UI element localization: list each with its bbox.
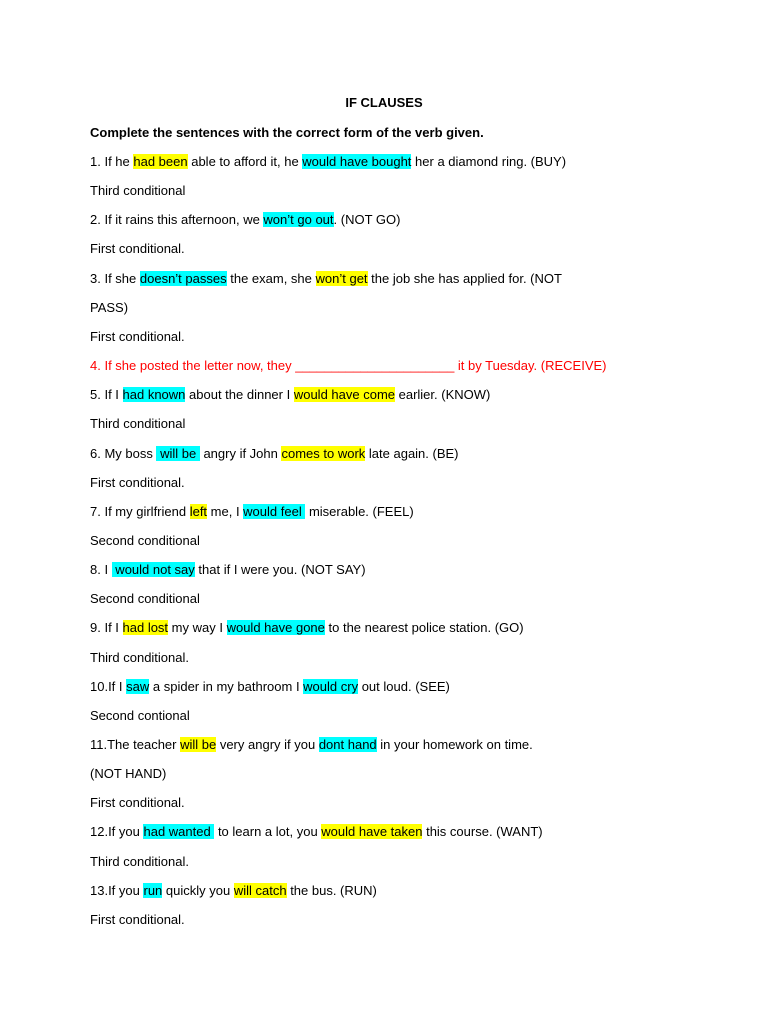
line-text: 5. If I (90, 387, 123, 403)
exercise-line (90, 619, 524, 636)
line-text: very angry if you (216, 737, 319, 752)
exercise-line (90, 590, 200, 607)
exercise-line (90, 153, 566, 170)
highlighted-answer: doesn’t passes (139, 270, 227, 286)
exercise-line (90, 357, 607, 374)
highlighted-answer: would have come (293, 387, 395, 403)
line-text: (NOT HAND) (90, 766, 167, 782)
line-text: 9. If I (90, 620, 123, 636)
highlighted-answer: left (189, 503, 208, 519)
line-text: 4. If she posted the letter now, they ______________________ it by Tuesday. (RECEIVE) (90, 358, 607, 374)
exercise-line (90, 211, 400, 228)
line-text: PASS) (90, 299, 129, 315)
exercise-line (90, 503, 414, 520)
line-text: 13.If you (90, 882, 144, 898)
line-text: Third conditional. (90, 853, 189, 869)
page-title: IF CLAUSES (345, 95, 423, 110)
exercise-line (90, 649, 189, 666)
line-text: Second contional (90, 707, 190, 723)
line-text: miserable. (FEEL) (305, 503, 414, 519)
line-text: 11.The teacher (90, 737, 181, 752)
highlighted-answer: had been (133, 154, 188, 169)
exercise-line (90, 386, 490, 403)
exercise-line (90, 561, 366, 578)
exercise-line (90, 736, 533, 753)
highlighted-answer: had lost (122, 620, 169, 636)
line-text: earlier. (KNOW) (395, 387, 491, 403)
line-text: 6. My boss (90, 445, 157, 461)
line-text: the job she has applied for. (NOT (367, 270, 562, 286)
line-text: her a diamond ring. (BUY) (411, 154, 567, 169)
line-text: First conditional. (90, 328, 185, 344)
line-text: the bus. (RUN) (286, 882, 377, 898)
highlighted-answer: would have gone (226, 620, 325, 636)
highlighted-answer: will be (180, 737, 217, 752)
highlighted-answer: would have taken (321, 824, 423, 840)
line-text: 1. If he (90, 154, 134, 169)
exercise-line (90, 882, 377, 899)
exercise-line (90, 853, 189, 870)
line-text: to learn a lot, you (214, 824, 322, 840)
exercise-line (90, 794, 185, 811)
line-text: Third conditional (90, 183, 186, 199)
line-text: in your homework on time. (376, 737, 533, 752)
line-text: the exam, she (226, 270, 316, 286)
line-text: late again. (BE) (365, 445, 459, 461)
instruction-text: Complete the sentences with the correct form of the verb given. (90, 125, 484, 140)
line-text: 10.If I (90, 678, 127, 694)
highlighted-answer: would feel (243, 503, 306, 519)
line-text: First conditional. (90, 795, 185, 811)
highlighted-answer: dont hand (318, 737, 377, 752)
exercise-line (90, 415, 185, 432)
line-text: angry if John (199, 445, 282, 461)
line-text: out loud. (SEE) (358, 678, 450, 694)
line-text: quickly you (162, 882, 234, 898)
exercise-line (90, 532, 200, 549)
highlighted-answer: would cry (303, 678, 359, 694)
exercise-line (90, 445, 459, 462)
line-text: to the nearest police station. (GO) (324, 620, 524, 636)
exercise-line (90, 678, 450, 695)
exercise-line (90, 182, 185, 199)
line-text: Second conditional (90, 591, 200, 607)
exercise-line (90, 765, 166, 782)
line-text: 12.If you (90, 824, 144, 840)
exercise-line (90, 328, 185, 345)
highlighted-answer: will catch (233, 882, 287, 898)
line-text: able to afford it, he (187, 154, 303, 169)
line-text: First conditional. (90, 474, 185, 490)
highlighted-answer: will be (156, 445, 200, 461)
highlighted-answer: comes to work (281, 445, 366, 461)
line-text: about the dinner I (185, 387, 294, 403)
exercise-line (90, 474, 185, 491)
highlighted-answer: would have bought (302, 154, 412, 169)
highlighted-answer: had known (122, 387, 186, 403)
line-text: my way I (168, 620, 227, 636)
line-text: . (NOT GO) (333, 212, 401, 228)
line-text: Second conditional (90, 532, 200, 548)
exercise-line (90, 707, 190, 724)
exercise-line (90, 270, 562, 287)
highlighted-answer: saw (126, 678, 150, 694)
line-text: 3. If she (90, 270, 140, 286)
exercise-line (90, 299, 128, 316)
highlighted-answer: run (143, 882, 163, 898)
highlighted-answer: won’t get (315, 270, 368, 286)
line-text: 2. If it rains this afternoon, we (90, 212, 264, 228)
line-text: a spider in my bathroom I (149, 678, 304, 694)
line-text: 8. I (90, 562, 112, 578)
exercise-line (90, 911, 185, 928)
line-text: Third conditional. (90, 649, 189, 665)
line-text: that if I were you. (NOT SAY) (194, 562, 366, 578)
highlighted-answer: won’t go out (263, 212, 334, 228)
line-text: First conditional. (90, 241, 185, 257)
line-text: Third conditional (90, 416, 186, 432)
highlighted-answer: had wanted (143, 824, 215, 840)
exercise-line (90, 240, 185, 257)
line-text: this course. (WANT) (422, 824, 543, 840)
exercise-line (90, 823, 543, 840)
line-text: 7. If my girlfriend (90, 503, 190, 519)
line-text: First conditional. (90, 911, 185, 927)
highlighted-answer: would not say (111, 562, 195, 578)
line-text: me, I (207, 503, 244, 519)
